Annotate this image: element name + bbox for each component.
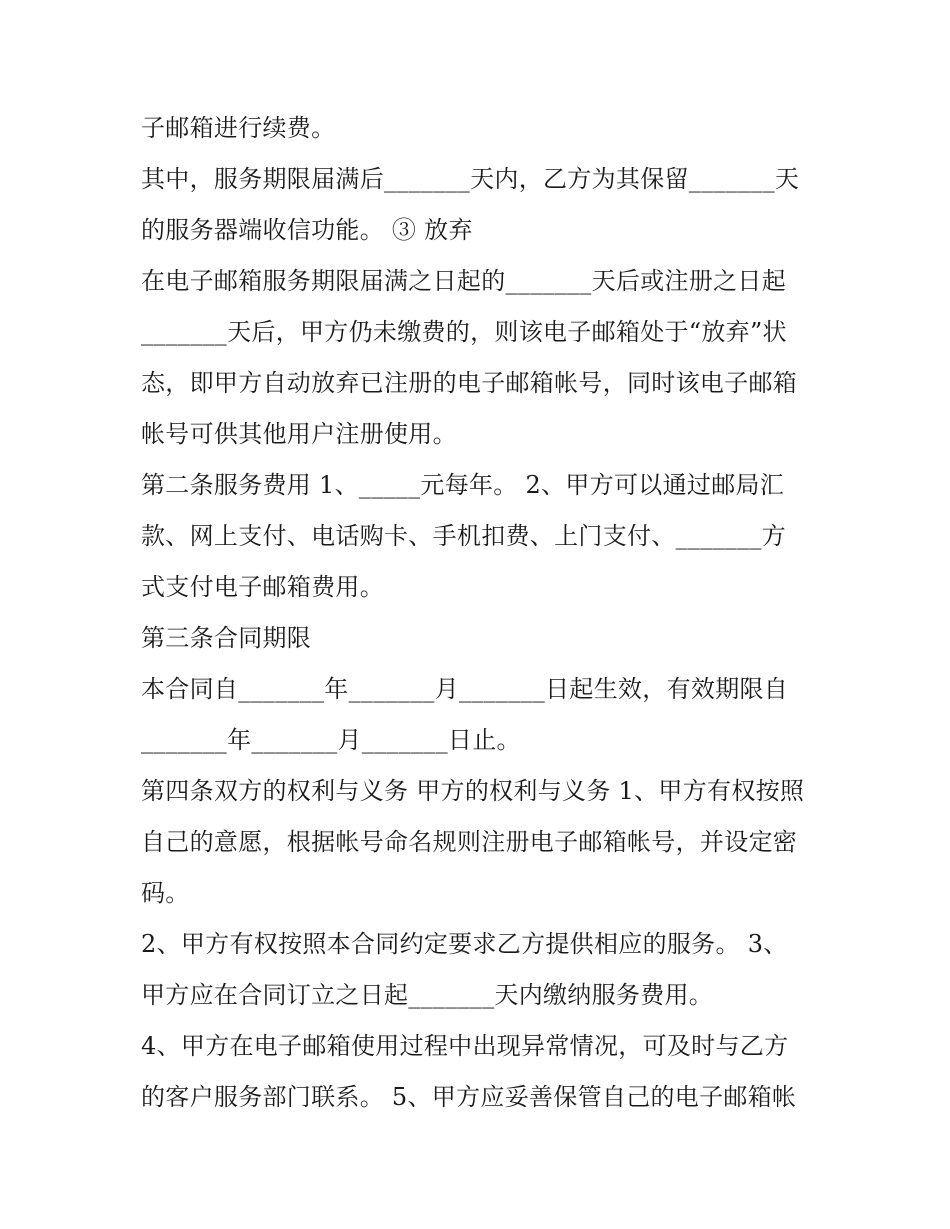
- text-line: 式支付电子邮箱费用。: [141, 573, 384, 601]
- text-line: 的客户服务部门联系。 5、甲方应妥善保管自己的电子邮箱帐: [141, 1083, 797, 1111]
- text-line: 在电子邮箱服务期限届满之日起的_______天后或注册之日起: [141, 267, 786, 295]
- text-line: 款、网上支付、电话购卡、手机扣费、上门支付、_______方: [141, 522, 786, 550]
- text-line: 态，即甲方自动放弃已注册的电子邮箱帐号，同时该电子邮箱: [141, 369, 798, 397]
- text-line: 自己的意愿，根据帐号命名规则注册电子邮箱帐号，并设定密: [141, 828, 798, 856]
- text-line: 第四条双方的权利与义务 甲方的权利与义务 1、甲方有权按照: [141, 777, 805, 805]
- text-line: 甲方应在合同订立之日起_______天内缴纳服务费用。: [141, 981, 714, 1009]
- text-line: 码。: [141, 879, 190, 907]
- text-line: 4、甲方在电子邮箱使用过程中出现异常情况，可及时与乙方: [141, 1032, 789, 1060]
- section-heading: 第三条合同期限: [141, 624, 312, 652]
- text-line: _______天后，甲方仍未缴费的，则该电子邮箱处于“放弃”状: [141, 318, 787, 346]
- text-line: 2、甲方有权按照本合同约定要求乙方提供相应的服务。 3、: [141, 930, 788, 958]
- text-line: 的服务器端收信功能。 ③ 放弃: [141, 216, 473, 244]
- text-line: 本合同自_______年_______月_______日起生效，有效期限自: [141, 675, 789, 703]
- text-line: 帐号可供其他用户注册使用。: [141, 420, 457, 448]
- text-line: 其中，服务期限届满后_______天内，乙方为其保留_______天: [141, 165, 800, 193]
- text-line: 第二条服务费用 1、_____元每年。 2、甲方可以通过邮局汇: [141, 471, 785, 499]
- text-line: 子邮箱进行续费。: [141, 114, 336, 142]
- text-line: _______年_______月_______日止。: [141, 726, 521, 754]
